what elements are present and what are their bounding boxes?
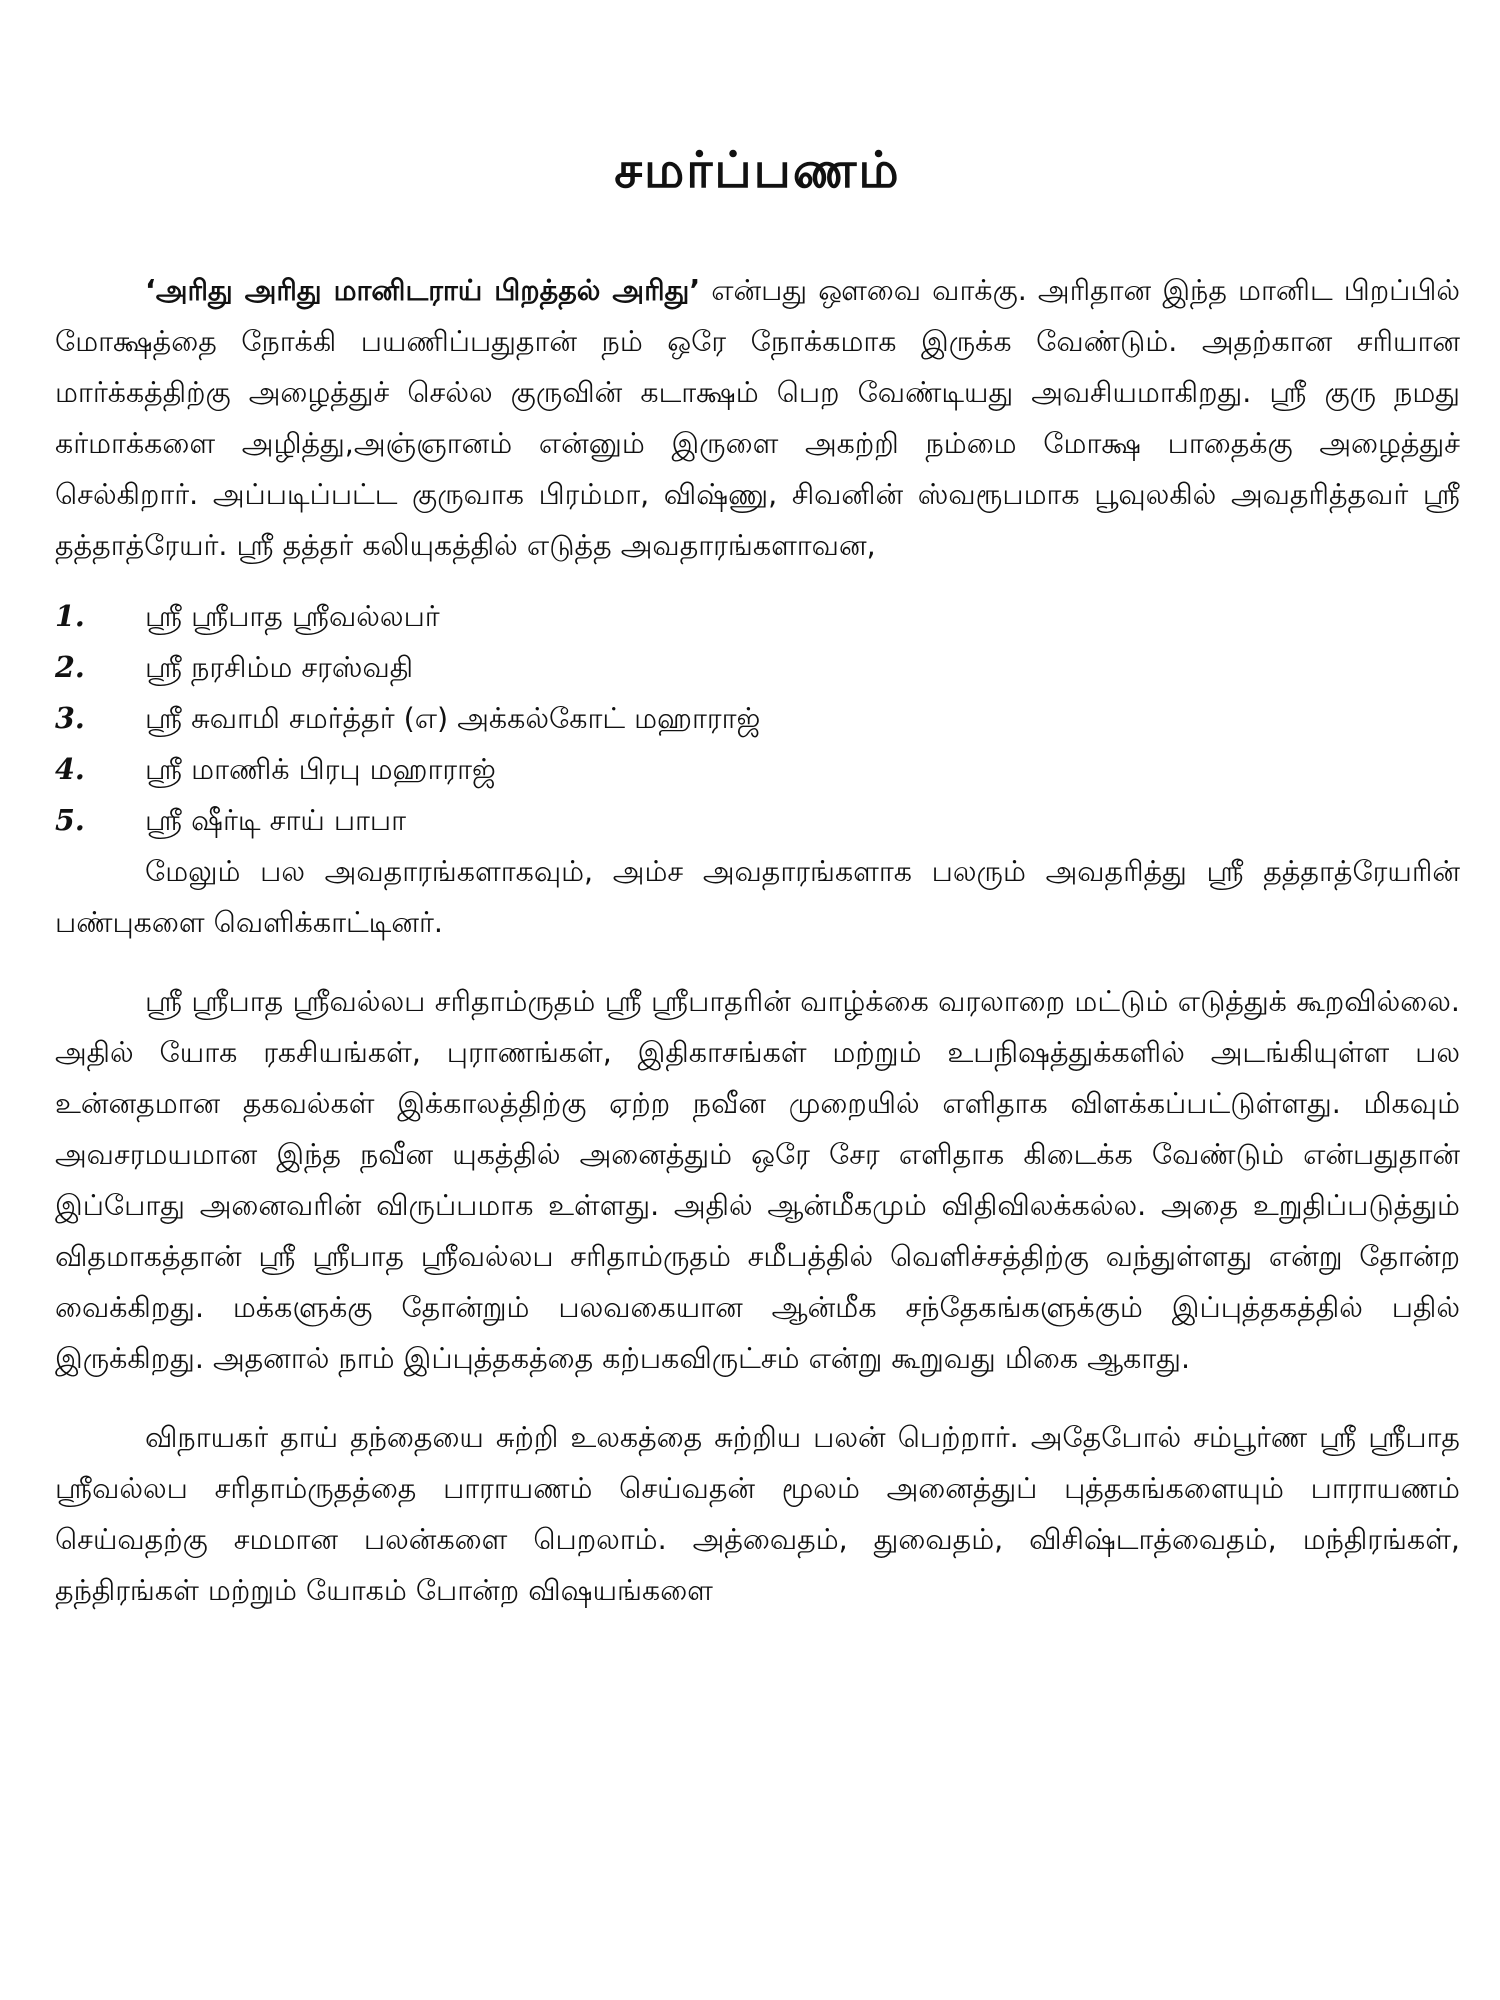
list-number: 3. xyxy=(55,701,85,735)
list-text: ஸ்ரீ ஸ்ரீபாத ஸ்ரீவல்லபர் xyxy=(145,600,440,633)
list-text: ஸ்ரீ ஷீர்டி சாய் பாபா xyxy=(145,804,407,837)
list-item xyxy=(55,795,1460,846)
paragraph-parayanam: விநாயகர் தாய் தந்தையை சுற்றி உலகத்தை சுற்றிய பலன் பெற்றார். அதேபோல் சம்பூர்ண ஸ்ரீ ஸ்ரீபாத ஸ்ரீவல்லப சரிதாம்ருதத்தை பாராயணம் செய்வதன் மூலம் அனைத்துப் புத்தகங்களையும் பாராயணம் செய்வதற்கு சமமான பலன்களை பெறலாம். அத்வைதம், துவைதம், விசிஷ்டாத்வைதம், மந்திரங்கள், தந்திரங்கள் மற்றும் யோகம் போன்ற விஷயங்களை xyxy=(55,1421,1460,1607)
paragraph-charitamrutam: ஸ்ரீ ஸ்ரீபாத ஸ்ரீவல்லப சரிதாம்ருதம் ஸ்ரீ ஸ்ரீபாதரின் வாழ்க்கை வரலாறை மட்டும் எடுத்துக் கூறவில்லை. அதில் யோக ரகசியங்கள், புராணங்கள், இதிகாசங்கள் மற்றும் உபநிஷத்துக்களில் அடங்கியுள்ள பல உன்னதமான தகவல்கள் இக்காலத்திற்கு ஏற்ற நவீன முறையில் எளிதாக விளக்கப்பட்டுள்ளது. மிகவும் அவசரமயமான இந்த நவீன யுகத்தில் அனைத்தும் ஒரே சேர எளிதாக கிடைக்க வேண்டும் என்பதுதான் இப்போது அனைவரின் விருப்பமாக உள்ளது. அதில் ஆன்மீகமும் விதிவிலக்கல்ல. அதை உறுதிப்படுத்தும் விதமாகத்தான் ஸ்ரீ ஸ்ரீபாத ஸ்ரீவல்லப சரிதாம்ருதம் சமீபத்தில் வெளிச்சத்திற்கு வந்துள்ளது என்று தோன்ற வைக்கிறது. மக்களுக்கு தோன்றும் பலவகையான ஆன்மீக சந்தேகங்களுக்கும் இப்புத்தகத்தில் பதில் இருக்கிறது. அதனால் நாம் இப்புத்தகத்தை கற்பகவிருட்சம் என்று கூறுவது மிகை ஆகாது. xyxy=(55,985,1460,1375)
list-number: 1. xyxy=(55,599,85,633)
avvai-quote: ‘அரிது அரிது மானிடராய் பிறத்தல் அரிது’ xyxy=(145,274,701,307)
list-item xyxy=(55,744,1460,795)
list-text: ஸ்ரீ சுவாமி சமர்த்தர் (எ) அக்கல்கோட் மஹாராஜ் xyxy=(145,702,761,735)
list-number: 2. xyxy=(55,650,85,684)
avatar-list xyxy=(55,591,1460,846)
paragraph-intro xyxy=(55,265,1460,571)
list-item xyxy=(55,642,1460,693)
list-text: ஸ்ரீ மாணிக் பிரபு மஹாராஜ் xyxy=(145,753,496,786)
list-item xyxy=(55,591,1460,642)
list-number: 4. xyxy=(55,752,85,786)
list-number: 5. xyxy=(55,803,85,837)
paragraph-intro-text: என்பது ஔவை வாக்கு. அரிதான இந்த மானிட பிறப்பில் மோக்ஷத்தை நோக்கி பயணிப்பதுதான் நம் ஒரே நோக்கமாக இருக்க வேண்டும். அதற்கான சரியான மார்க்கத்திற்கு அழைத்துச் செல்ல குருவின் கடாக்ஷம் பெற வேண்டியது அவசியமாகிறது. ஸ்ரீ குரு நமது கர்மாக்களை அழித்து,அஞ்ஞானம் என்னும் இருளை அகற்றி நம்மை மோக்ஷ பாதைக்கு அழைத்துச் செல்கிறார். அப்படிப்பட்ட குருவாக பிரம்மா, விஷ்ணு, சிவனின் ஸ்வரூபமாக பூவுலகில் அவதரித்தவர் ஸ்ரீ தத்தாத்ரேயர். ஸ்ரீ தத்தர் கலியுகத்தில் எடுத்த அவதாரங்களாவன, xyxy=(55,274,1461,562)
list-item xyxy=(55,693,1460,744)
list-text: ஸ்ரீ நரசிம்ம சரஸ்வதி xyxy=(145,651,414,684)
page-title: சமர்ப்பணம் xyxy=(614,141,901,199)
paragraph-avatars: மேலும் பல அவதாரங்களாகவும், அம்ச அவதாரங்களாக பலரும் அவதரித்து ஸ்ரீ தத்தாத்ரேயரின் பண்புகளை வெளிக்காட்டினர். xyxy=(55,855,1460,939)
